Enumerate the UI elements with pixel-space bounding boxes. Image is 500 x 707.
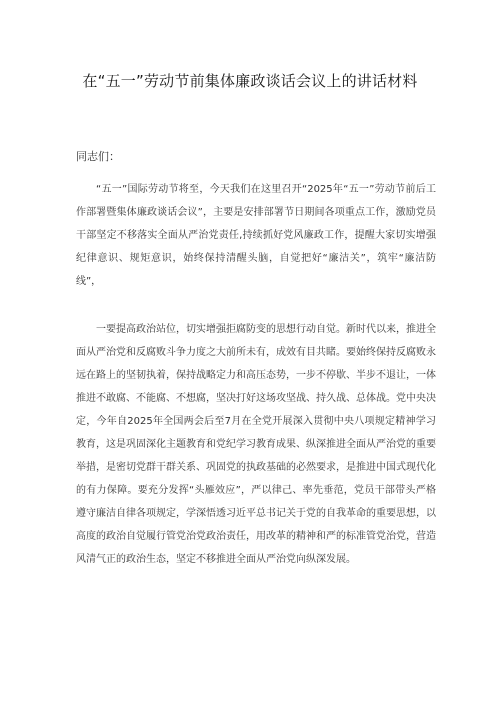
paragraph-1: “五一”国际劳动节将至，今天我们在这里召开“2025年“五一”劳动节前后工作部署暨集体廉政谈话会议”，主要是安排部署节日期间各项重点工作，激励党员干部坚定不移落实全面从严治党责任,持续抓好党风廉政工作，提醒大家切实增强纪律意识、规矩意识，始终保持清醒头脑，自觉把好“廉洁关”，筑牢“廉洁防线”， bbox=[76, 184, 436, 287]
greeting: 同志们： bbox=[76, 150, 120, 163]
document-title: 在“五一”劳动节前集体廉政谈话会议上的讲话材料 bbox=[82, 72, 418, 90]
paragraph-2: 一要提高政治站位，切实增强拒腐防变的思想行动自觉。新时代以来，推进全面从严治党和反腐败斗争力度之大前所未有，成效有目共睹。要始终保持反腐败永远在路上的坚韧执着，保持战略定力和高压态势，一步不停歇、半步不退让，一体推进不敢腐、不能腐、不想腐，坚决打好这场攻坚战、持久战、总体战。党中央决定，今年自2025年全国两会后至7月在全党开展深入贯彻中央八项规定精神学习教育，这是巩固深化主题教育和党纪学习教育成果、纵深推进全面从严治党的重要举措，是密切党群干群关系、巩固党的执政基础的必然要求，是推进中国式现代化的有力保障。要充分发挥“头雁效应”，严以律己、率先垂范，党员干部带头严格遵守廉洁自律各项规定，学深悟透习近平总书记关于党的自我革命的重要思想，以高度的政治自觉履行管党治党政治责任，用改革的精神和严的标准管党治党，营造风清气正的政治生态，坚定不移推进全面从严治党向纵深发展。 bbox=[76, 324, 436, 565]
